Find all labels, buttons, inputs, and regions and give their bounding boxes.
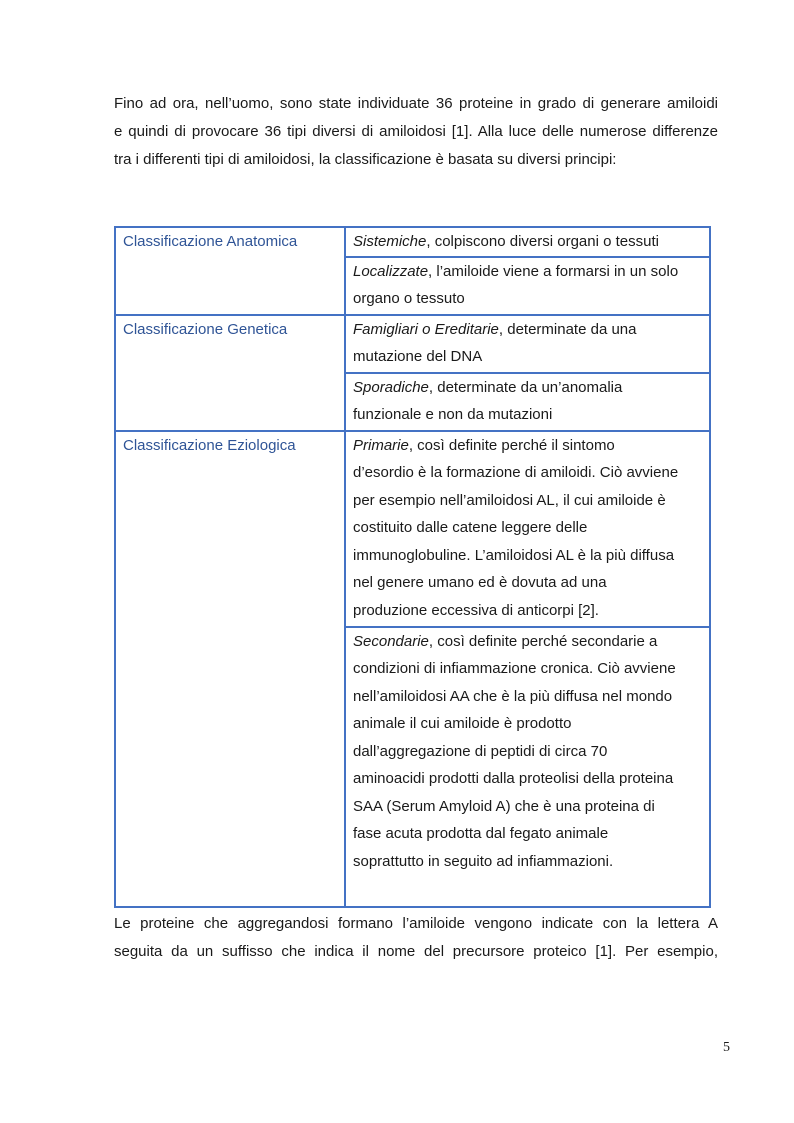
item-term: Localizzate — [353, 262, 429, 280]
classification-table — [114, 226, 711, 908]
item-text: , l’amiloide viene a formarsi in un solo — [428, 262, 679, 280]
item-line: d’esordio è la formazione di amiloidi. Ciò avviene — [353, 464, 679, 481]
category-label: Classificazione Anatomica — [123, 233, 298, 250]
item-text: , così definite perché secondarie a — [428, 632, 658, 650]
item-sistemiche — [345, 227, 710, 257]
item-line: organo o tessuto — [353, 290, 465, 307]
item-secondarie — [345, 627, 710, 907]
item-localizzate — [345, 257, 710, 315]
item-term: Secondarie — [353, 632, 429, 650]
item-line: dall’aggregazione di peptidi di circa 70 — [353, 742, 608, 760]
item-term: Primarie — [353, 436, 409, 454]
item-line — [353, 432, 705, 460]
item-line — [353, 316, 705, 344]
item-line: costituito dalle catene leggere delle — [353, 519, 588, 536]
item-text: , colpiscono diversi organi o tessuti — [426, 233, 659, 250]
category-eziologica — [115, 431, 345, 907]
category-label: Classificazione Genetica — [123, 320, 288, 338]
category-genetica — [115, 315, 345, 431]
item-line: aminoacidi prodotti dalla proteolisi della proteina — [353, 770, 674, 787]
intro-paragraph — [114, 90, 718, 174]
item-term: Famigliari o Ereditarie — [353, 320, 499, 338]
category-anatomica — [115, 227, 345, 315]
item-text: , determinate da una — [498, 320, 637, 338]
table-row — [115, 315, 710, 373]
intro-line: tra i differenti tipi di amiloidosi, la classificazione è basata su diversi principi: — [114, 151, 617, 168]
item-line — [353, 628, 705, 656]
outro-paragraph — [114, 910, 718, 966]
item-line: soprattutto in seguito ad infiammazioni. — [353, 852, 614, 870]
item-line — [353, 228, 705, 256]
page-number: 5 — [723, 1040, 730, 1055]
intro-line: e quindi di provocare 36 tipi diversi di amiloidosi [1]. Alla luce delle numerose differenze — [114, 123, 718, 140]
item-text: , così definite perché il sintomo — [408, 436, 615, 454]
item-line: animale il cui amiloide è prodotto — [353, 715, 572, 732]
item-term: Sporadiche — [353, 378, 429, 396]
item-line: immunoglobuline. L’amiloidosi AL è la più diffusa — [353, 546, 675, 564]
item-line: SAA (Serum Amyloid A) che è una proteina di — [353, 797, 655, 815]
item-line: fase acuta prodotta dal fegato animale — [353, 825, 609, 842]
item-line: condizioni di infiammazione cronica. Ciò avviene — [353, 660, 676, 677]
item-term: Sistemiche — [353, 233, 427, 250]
outro-line: seguita da un suffisso che indica il nome del precursore proteico [1]. Per esempio, — [114, 943, 718, 960]
outro-line: Le proteine che aggregandosi formano l’amiloide vengono indicate con la lettera A — [114, 915, 718, 932]
item-line: mutazione del DNA — [353, 348, 483, 365]
item-line: nel genere umano ed è dovuta ad una — [353, 574, 607, 591]
item-line — [353, 258, 705, 286]
intro-line: Fino ad ora, nell’uomo, sono state individuate 36 proteine in grado di generare amiloidi — [114, 95, 718, 112]
item-line: produzione eccessiva di anticorpi [2]. — [353, 601, 599, 619]
item-line: per esempio nell’amiloidosi AL, il cui amiloide è — [353, 491, 666, 509]
item-sporadiche — [345, 373, 710, 431]
item-line — [353, 374, 705, 402]
item-line: funzionale e non da mutazioni — [353, 406, 553, 423]
table-row — [115, 227, 710, 257]
item-primarie — [345, 431, 710, 627]
item-famigliari — [345, 315, 710, 373]
item-line: nell’amiloidosi AA che è la più diffusa nel mondo — [353, 687, 673, 705]
table-row — [115, 431, 710, 627]
category-label: Classificazione Eziologica — [123, 436, 296, 454]
item-text: , determinate da un’anomalia — [428, 378, 623, 396]
